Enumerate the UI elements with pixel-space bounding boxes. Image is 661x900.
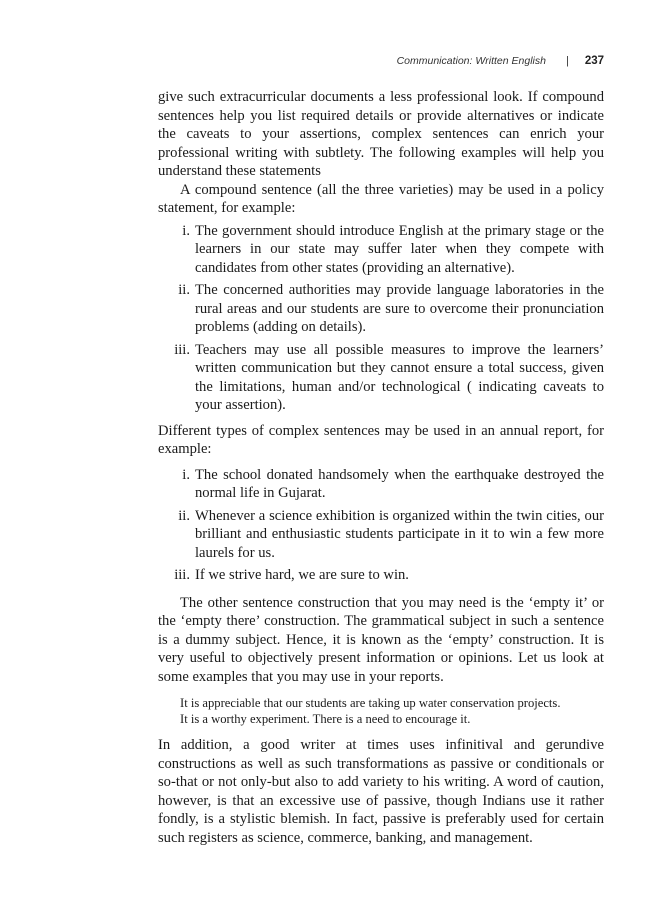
list-item — [158, 507, 604, 563]
page-number: 237 — [584, 55, 604, 67]
list-item-text: If we strive hard, we are sure to win. — [195, 567, 409, 583]
list-item — [158, 566, 604, 585]
list-item — [158, 341, 604, 415]
list-item-text: The government should introduce English at the primary stage or the learners in our state may suffer later when they compete with candidates from other states (providing an alternative). — [195, 222, 604, 276]
list-item-number: ii. — [178, 507, 190, 524]
paragraph-addition: In addition, a good writer at times uses infinitival and gerundive constructions as well as such transformations as passive or conditionals or so-that or not only-but also to add variety to his writing. A word of caution, however, is that an excessive use of passive, though Indians use it rather fondly, is a stylistic blemish. In fact, passive is preferably used for certain such registers as science, commerce, banking, and management. — [158, 737, 604, 846]
example-sentence: It is a worthy experiment. There is a need to encourage it. — [180, 712, 471, 726]
list-item-number: i. — [182, 466, 190, 483]
paragraph-empty-construction: The other sentence construction that you may need is the ‘empty it’ or the ‘empty there’ construction. The grammatical subject in such a sentence is a dummy subject. Hence, it is known as the ‘empty’ construction. It is very useful to objectively present information or opinions. Let us look at some examples that you may use in your reports. — [158, 594, 604, 685]
list-item-text: The concerned authorities may provide language laboratories in the rural areas and our students are sure to overcome their pronunciation problems (adding on details). — [195, 282, 604, 335]
list-item-text: The school donated handsomely when the earthquake destroyed the normal life in Gujarat. — [195, 466, 604, 501]
header-separator: | — [565, 55, 569, 67]
section-title: Communication: Written English — [396, 55, 546, 67]
list-item-number: iii. — [174, 567, 190, 583]
list-item-text: Whenever a science exhibition is organized within the twin cities, our brilliant and enthusiastic students participate in it to win a few more laurels for us. — [195, 507, 604, 561]
page-body — [158, 88, 604, 847]
paragraph-opening: give such extracurricular documents a less professional look. If compound sentences help you list required details or provide alternatives or indicate the caveats to your assertions, complex sentences can enrich your professional writing with subtlety. The following examples will help you understand these statements — [158, 89, 604, 179]
running-header — [397, 55, 604, 67]
list-item — [158, 281, 604, 337]
list-item — [158, 466, 604, 503]
paragraph-complex-intro: Different types of complex sentences may be used in an annual report, for example: — [158, 422, 604, 457]
example-sentence: It is appreciable that our students are taking up water conservation projects. — [180, 696, 561, 710]
example-sentences — [180, 695, 604, 727]
list-item — [158, 222, 604, 278]
list-item-number: ii. — [178, 282, 190, 298]
compound-examples-list — [158, 222, 604, 415]
list-item-text: Teachers may use all possible measures to improve the learners’ written communication but they cannot ensure a total success, given the limitations, human and/or technological ( indicating caveats to your assertion). — [195, 341, 604, 413]
list-item-number: iii. — [174, 341, 190, 358]
complex-examples-list — [158, 466, 604, 585]
list-item-number: i. — [182, 222, 190, 239]
paragraph-compound-intro: A compound sentence (all the three varieties) may be used in a policy statement, for example: — [158, 181, 604, 216]
